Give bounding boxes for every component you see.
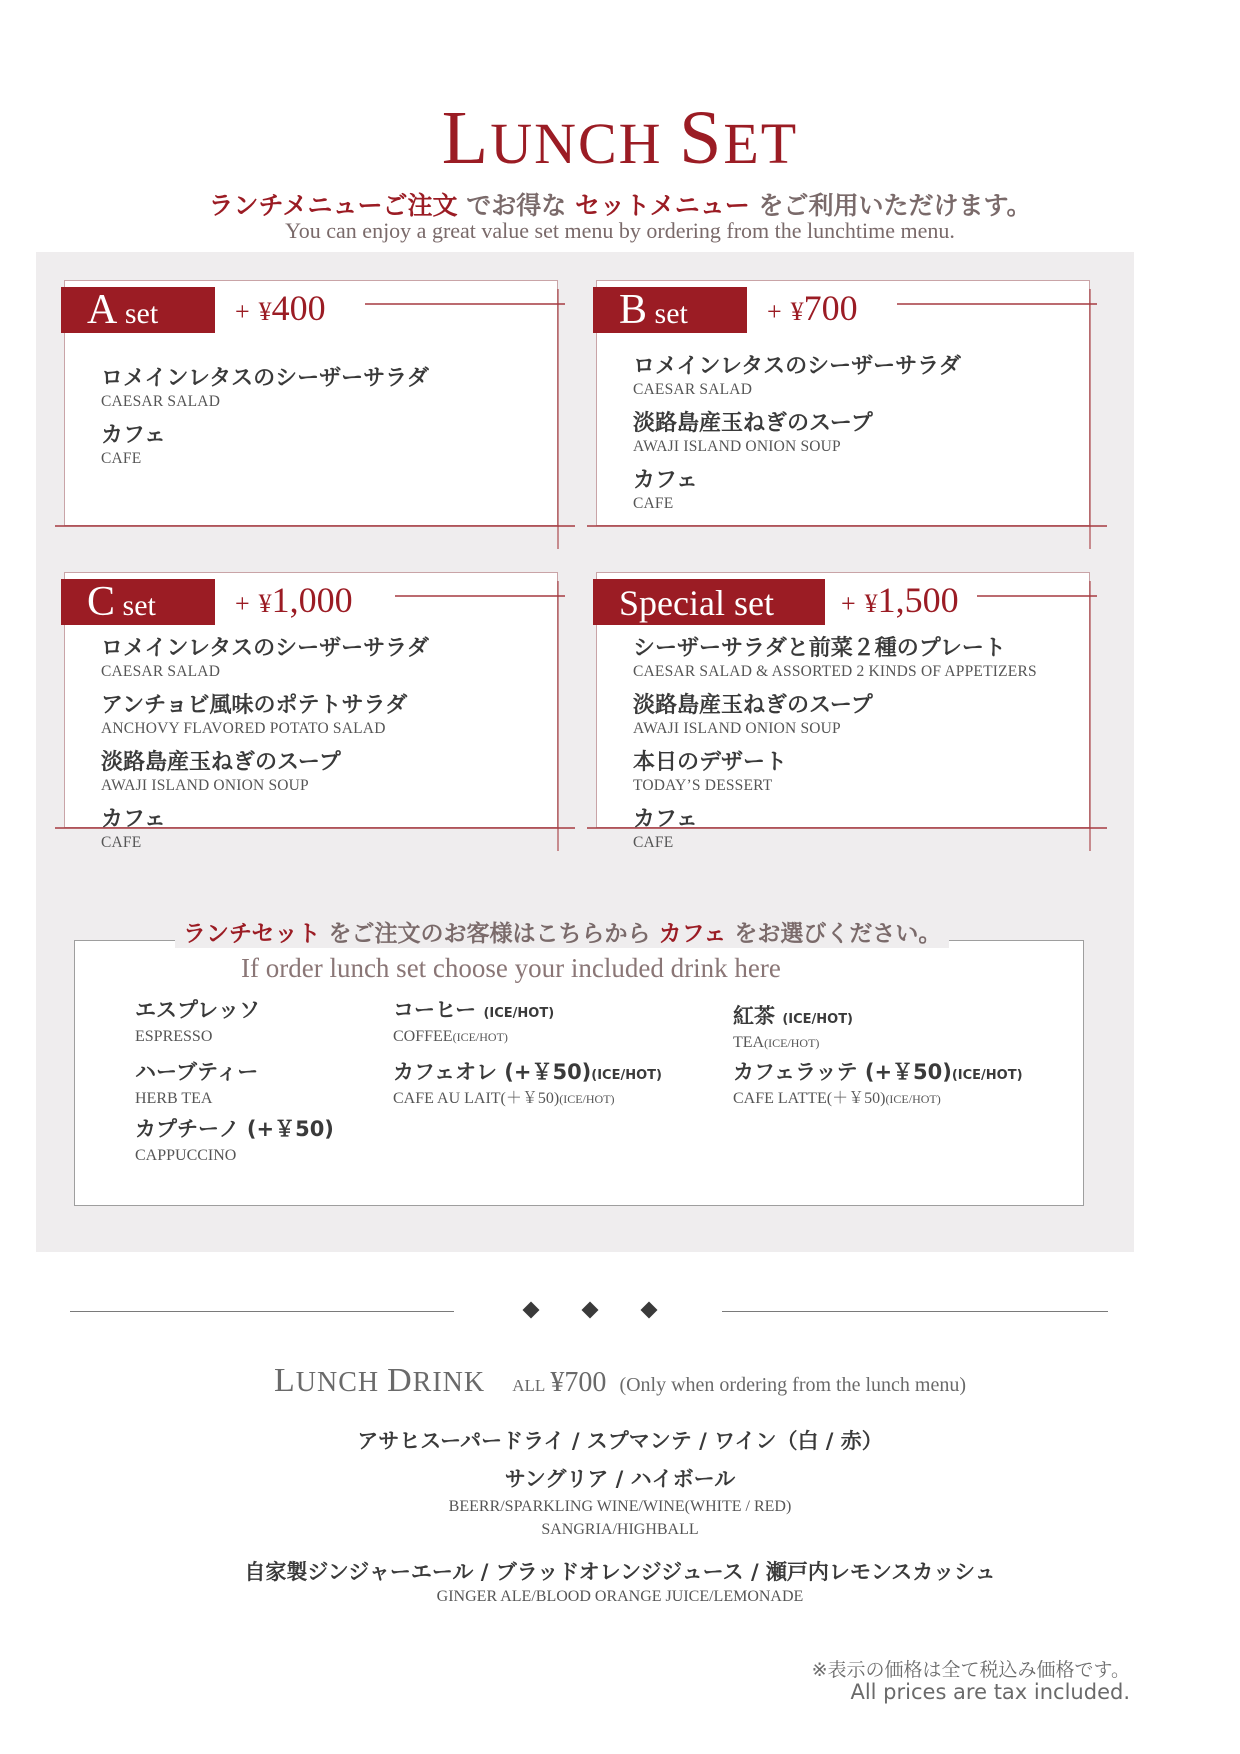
menu-item	[633, 692, 1037, 737]
lunch-drink-line: BEERR/SPARKLING WINE/WINE(WHITE / RED)	[448, 1498, 792, 1515]
card-rule	[395, 595, 565, 597]
set-label-rest: set	[115, 589, 156, 622]
set-label-cap: C	[87, 579, 116, 625]
drink-item	[733, 1003, 853, 1053]
set-items-b	[633, 353, 961, 524]
drink-item-jp	[135, 997, 260, 1027]
drink-jp-text: コーヒー	[393, 998, 484, 1022]
ld-rest2: RINK	[412, 1367, 486, 1398]
set-price-b	[767, 285, 858, 335]
card-tick	[1089, 289, 1091, 549]
item-jp: ロメインレタスのシーザーサラダ	[101, 366, 429, 391]
item-en: CAFE	[101, 834, 142, 851]
set-price-c	[235, 577, 353, 627]
price-yen: ¥	[864, 589, 878, 618]
drink-item	[393, 1059, 662, 1109]
item-jp: 淡路島産玉ねぎのスープ	[633, 411, 873, 436]
drink-jp-small: (ICE/HOT)	[483, 1006, 555, 1021]
drink-en-text: HERB TEA	[135, 1090, 213, 1107]
drink-en-text: CAPPUCCINO	[135, 1147, 237, 1164]
drink-item-jp	[135, 1059, 258, 1089]
set-price-a	[235, 285, 326, 335]
included-drink-subheading: If order lunch set choose your included drink here	[241, 953, 781, 983]
price-value: 1,500	[877, 580, 959, 620]
price-value: 400	[271, 288, 326, 328]
item-jp: カフェ	[633, 468, 698, 493]
drink-item-jp	[733, 1059, 1023, 1089]
price-value: 1,000	[271, 580, 353, 620]
drink-item-jp	[135, 1116, 334, 1146]
set-label-special	[593, 579, 825, 625]
drink-en-small: (ICE/HOT)	[559, 1092, 615, 1106]
item-jp: カフェ	[633, 807, 698, 832]
card-rule	[587, 525, 1107, 527]
drink-en-small: (ICE/HOT)	[452, 1030, 508, 1044]
drink-item-en	[393, 1027, 554, 1047]
item-jp: 本日のデザート	[633, 750, 788, 775]
set-label-rest: Special set	[619, 583, 774, 623]
ld-cap1: L	[273, 1362, 296, 1399]
price-plus: +	[235, 297, 250, 326]
separator-line-left	[70, 1311, 454, 1312]
card-tick	[557, 581, 559, 851]
set-label-cap: A	[87, 287, 118, 333]
drink-en-small: (ICE/HOT)	[764, 1036, 820, 1050]
item-en: CAESAR SALAD	[633, 381, 753, 398]
set-card-a	[64, 280, 558, 526]
diamond-icon	[641, 1302, 658, 1319]
drink-jp-text: カフェオレ (+￥50)	[393, 1060, 592, 1084]
drink-item	[393, 997, 554, 1047]
title-rest-1: UNCH	[490, 111, 680, 176]
lunch-drink-heading	[273, 1362, 486, 1399]
drink-item	[135, 1059, 258, 1109]
item-en: CAESAR SALAD & ASSORTED 2 KINDS OF APPETIZERS	[633, 663, 1037, 680]
diamond-icon	[582, 1302, 599, 1319]
drink-jp-small: (ICE/HOT)	[782, 1012, 853, 1027]
item-jp: 淡路島産玉ねぎのスープ	[633, 693, 873, 718]
item-en: CAESAR SALAD	[101, 663, 221, 680]
lunch-drink-line: サングリア / ハイボール	[504, 1467, 736, 1491]
drink-jp-text: 紅茶	[733, 1004, 783, 1028]
ld-all-label: ALL	[512, 1376, 546, 1395]
drink-jp-text: エスプレッソ	[135, 998, 260, 1022]
drink-item	[135, 997, 260, 1047]
item-en: CAFE	[101, 450, 142, 467]
drink-en-text: CAFE AU LAIT(＋￥50)	[393, 1090, 560, 1107]
lunch-drink-line: SANGRIA/HIGHBALL	[541, 1521, 699, 1538]
drink-item-jp	[733, 1003, 853, 1033]
item-jp: カフェ	[101, 807, 166, 832]
card-tick	[557, 289, 559, 549]
price-yen: ¥	[258, 297, 272, 326]
drink-en-text: TEA	[733, 1034, 765, 1051]
included-drink-heading	[175, 915, 949, 948]
title-rest-2: ET	[723, 111, 799, 176]
set-items-c	[101, 635, 429, 863]
menu-item	[101, 635, 429, 680]
price-yen: ¥	[790, 297, 804, 326]
drink-item-en	[393, 1089, 662, 1109]
drink-en-small: (ICE/HOT)	[885, 1092, 941, 1106]
item-jp: シーザーサラダと前菜２種のプレート	[633, 636, 1006, 661]
item-en: AWAJI ISLAND ONION SOUP	[101, 777, 309, 794]
item-en: AWAJI ISLAND ONION SOUP	[633, 438, 841, 455]
item-en: CAESAR SALAD	[101, 393, 221, 410]
menu-item	[633, 353, 961, 398]
item-jp: 淡路島産玉ねぎのスープ	[101, 750, 341, 775]
included-drink-box	[74, 921, 1084, 1206]
price-value: 700	[803, 288, 858, 328]
set-card-b	[596, 280, 1090, 526]
menu-item	[101, 806, 429, 851]
drink-item-jp	[393, 1059, 662, 1089]
set-items-special	[633, 635, 1037, 863]
item-en: CAFE	[633, 834, 674, 851]
drink-jp-small: (ICE/HOT)	[951, 1068, 1023, 1083]
subtitle-jp-part2: でお得な	[457, 191, 575, 220]
diamond-icon	[523, 1302, 540, 1319]
subtitle-jp-part4: をご利用いただけます。	[749, 191, 1032, 220]
menu-item	[101, 692, 429, 737]
menu-item	[101, 749, 429, 794]
card-rule	[365, 303, 565, 305]
card-tick	[1089, 581, 1091, 851]
set-label-rest: set	[117, 297, 159, 330]
drink-item-en	[135, 1146, 334, 1166]
subtitle-jp	[0, 186, 1240, 222]
set-label-c	[61, 579, 215, 625]
drink-heading-part3: カフェ	[658, 921, 727, 947]
item-en: AWAJI ISLAND ONION SOUP	[633, 720, 841, 737]
drink-item	[733, 1059, 1023, 1109]
menu-item	[101, 422, 429, 467]
set-label-a	[61, 287, 215, 333]
card-rule	[55, 525, 575, 527]
subtitle-jp-part3: セットメニュー	[574, 191, 750, 220]
subtitle-en: You can enjoy a great value set menu by ordering from the lunchtime menu.	[285, 218, 955, 243]
drink-item	[135, 1116, 334, 1166]
drink-en-text: CAFE LATTE(＋￥50)	[733, 1090, 886, 1107]
drink-item-en	[135, 1089, 258, 1109]
ld-price: ¥700	[550, 1367, 607, 1398]
drink-item-en	[135, 1027, 260, 1047]
set-card-special	[596, 572, 1090, 851]
lunch-drink-line: 自家製ジンジャーエール / ブラッドオレンジジュース / 瀬戸内レモンスカッシュ	[244, 1560, 996, 1584]
card-rule	[977, 595, 1097, 597]
lunch-drink-title	[0, 1362, 1240, 1400]
item-en: TODAY’S DESSERT	[633, 777, 773, 794]
lunch-drink-line: アサヒスーパードライ / スプマンテ / ワイン（白 / 赤）	[357, 1429, 883, 1453]
title-cap-l: L	[441, 96, 491, 180]
item-en: CAFE	[633, 495, 674, 512]
menu-item	[101, 365, 429, 410]
drink-jp-text: カフェラッテ (+￥50)	[733, 1060, 952, 1084]
menu-item	[633, 635, 1037, 680]
page-title	[0, 95, 1240, 182]
drink-en-text: COFFEE	[393, 1028, 453, 1045]
price-yen: ¥	[258, 589, 272, 618]
price-plus: +	[841, 589, 856, 618]
set-price-special	[841, 577, 959, 627]
drink-heading-part4: をお選びください。	[726, 921, 942, 947]
drink-item-en	[733, 1089, 1023, 1109]
drink-item-jp	[393, 997, 554, 1027]
set-card-c	[64, 572, 558, 851]
drink-heading-part2: をご注文のお客様はこちらから	[320, 921, 659, 947]
card-rule	[897, 303, 1097, 305]
drink-jp-text: ハーブティー	[135, 1060, 259, 1084]
ld-rest1: UNCH	[295, 1367, 388, 1398]
title-cap-s: S	[679, 96, 724, 180]
ld-cap2: D	[387, 1362, 413, 1399]
item-jp: カフェ	[101, 423, 166, 448]
drink-heading-part1: ランチセット	[183, 921, 321, 947]
set-label-cap: B	[619, 287, 648, 333]
menu-item	[633, 749, 1037, 794]
separator-line-right	[722, 1311, 1108, 1312]
lunch-drink-line: GINGER ALE/BLOOD ORANGE JUICE/LEMONADE	[436, 1588, 804, 1605]
item-en: ANCHOVY FLAVORED POTATO SALAD	[101, 720, 386, 737]
set-label-rest: set	[647, 297, 688, 330]
tax-note-jp: ※表示の価格は全て税込み価格です。	[811, 1659, 1130, 1681]
item-jp: ロメインレタスのシーザーサラダ	[633, 354, 961, 379]
subtitle-jp-part1: ランチメニューご注文	[208, 191, 458, 220]
drink-jp-text: カプチーノ (+￥50)	[135, 1117, 334, 1141]
drink-item-en	[733, 1033, 853, 1053]
drink-en-text: ESPRESSO	[135, 1028, 213, 1045]
menu-item	[633, 467, 961, 512]
menu-item	[633, 806, 1037, 851]
set-items-a	[101, 365, 429, 479]
drink-jp-small: (ICE/HOT)	[591, 1068, 662, 1083]
menu-item	[633, 410, 961, 455]
item-jp: ロメインレタスのシーザーサラダ	[101, 636, 429, 661]
set-label-b	[593, 287, 747, 333]
tax-note-en: All prices are tax included.	[850, 1680, 1130, 1704]
price-plus: +	[767, 297, 782, 326]
price-plus: +	[235, 589, 250, 618]
item-jp: アンチョビ風味のポテトサラダ	[101, 693, 408, 718]
ld-note: (Only when ordering from the lunch menu)	[619, 1374, 967, 1396]
